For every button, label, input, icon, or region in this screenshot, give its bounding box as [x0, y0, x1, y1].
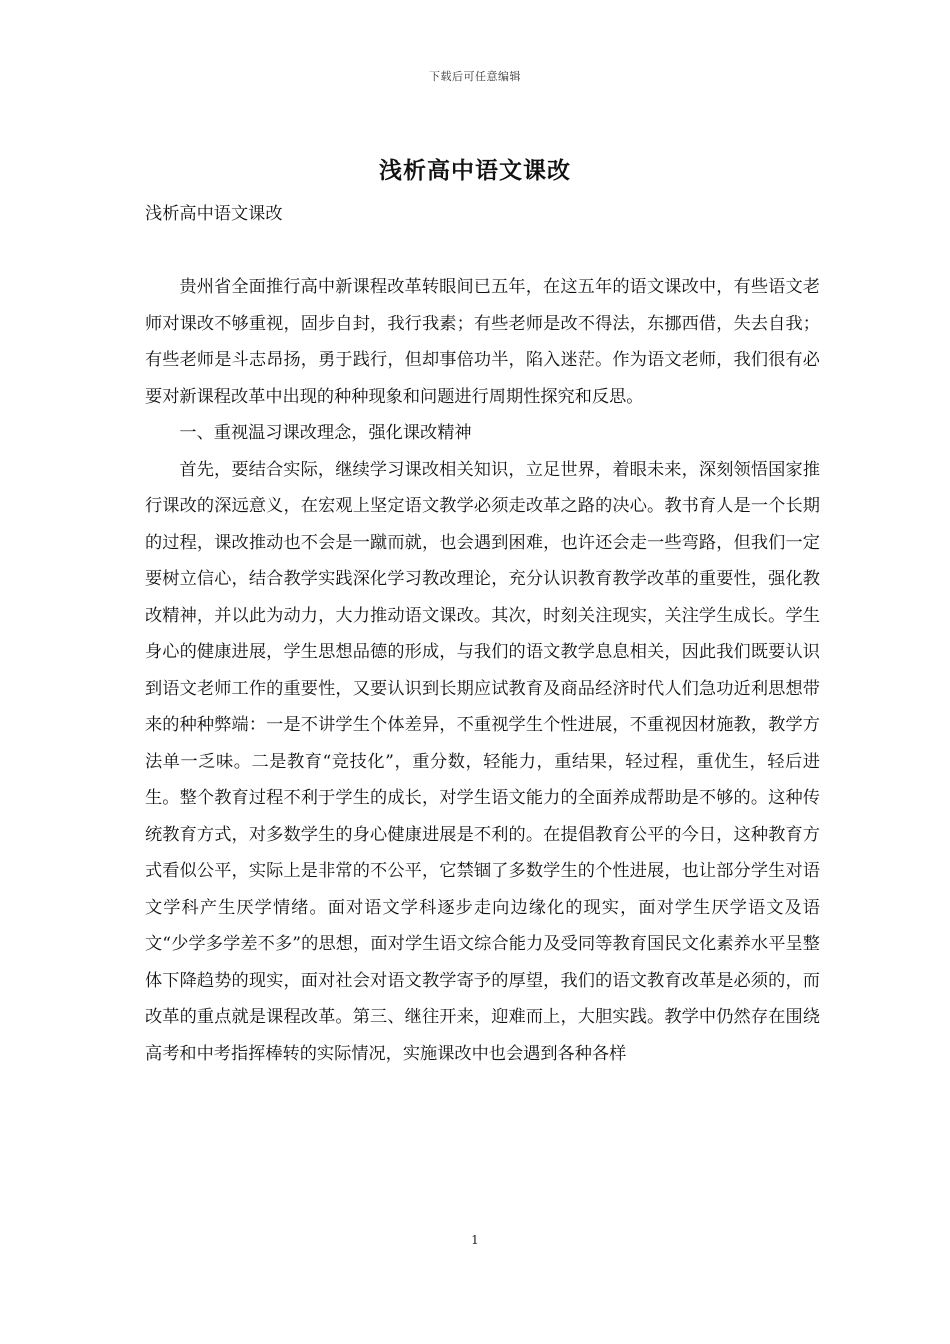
paragraph-section-1: 首先，要结合实际，继续学习课改相关知识，立足世界，着眼未来，深刻领悟国家推行课改的深远意义，在宏观上坚定语文教学必须走改革之路的决心。教书育人是一个长期的过程，课改推动也不会是一蹴而就，也会遇到困难，也许还会走一些弯路，但我们一定要树立信心，结合教学实践深化学习教改理论，充分认识教育教学改革的重要性，强化教改精神，并以此为动力，大力推动语文课改。其次，时刻关注现实，关注学生成长。学生身心的健康进展，学生思想品德的形成，与我们的语文教学息息相关，因此我们既要认识到语文老师工作的重要性，又要认识到长期应试教育及商品经济时代人们急功近利思想带来的种种弊端：一是不讲学生个体差异，不重视学生个性进展，不重视因材施教，教学方法单一乏味。二是教育“竞技化”，重分数，轻能力，重结果，轻过程，重优生，轻后进生。整个教育过程不利于学生的成长，对学生语文能力的全面养成帮助是不够的。这种传统教育方式，对多数学生的身心健康进展是不利的。在提倡教育公平的今日，这种教育方式看似公平，实际上是非常的不公平，它禁锢了多数学生的个性进展，也让部分学生对语文学科产生厌学情绪。面对语文学科逐步走向边缘化的现实，面对学生厌学语文及语文“少学多学差不多”的思想，面对学生语文综合能力及受同等教育国民文化素养水平呈整体下降趋势的现实，面对社会对语文教学寄予的厚望，我们的语文教育改革是必须的，而改革的重点就是课程改革。第三、继往开来，迎难而上，大胆实践。教学中仍然存在围绕高考和中考指挥棒转的实际情况，实施课改中也会遇到各种各样: [145, 459, 820, 1064]
paragraph-intro: 贵州省全面推行高中新课程改革转眼间已五年，在这五年的语文课改中，有些语文老师对课改不够重视，固步自封，我行我素；有些老师是改不得法，东挪西借，失去自我；有些老师是斗志昂扬，勇于践行，但却事倍功半，陷入迷茫。作为语文老师，我们很有必要对新课程改革中出现的种种现象和问题进行周期性探究和反思。: [145, 277, 820, 407]
document-title: 浅析高中语文课改: [379, 157, 571, 184]
page-number: 1: [471, 1233, 479, 1247]
document-subtitle: 浅析高中语文课改: [145, 204, 283, 224]
document-body: [145, 196, 820, 1072]
header-note: 下载后可任意编辑: [429, 70, 521, 83]
section-heading-1: 一、重视温习课改理念，强化课改精神: [179, 423, 472, 443]
